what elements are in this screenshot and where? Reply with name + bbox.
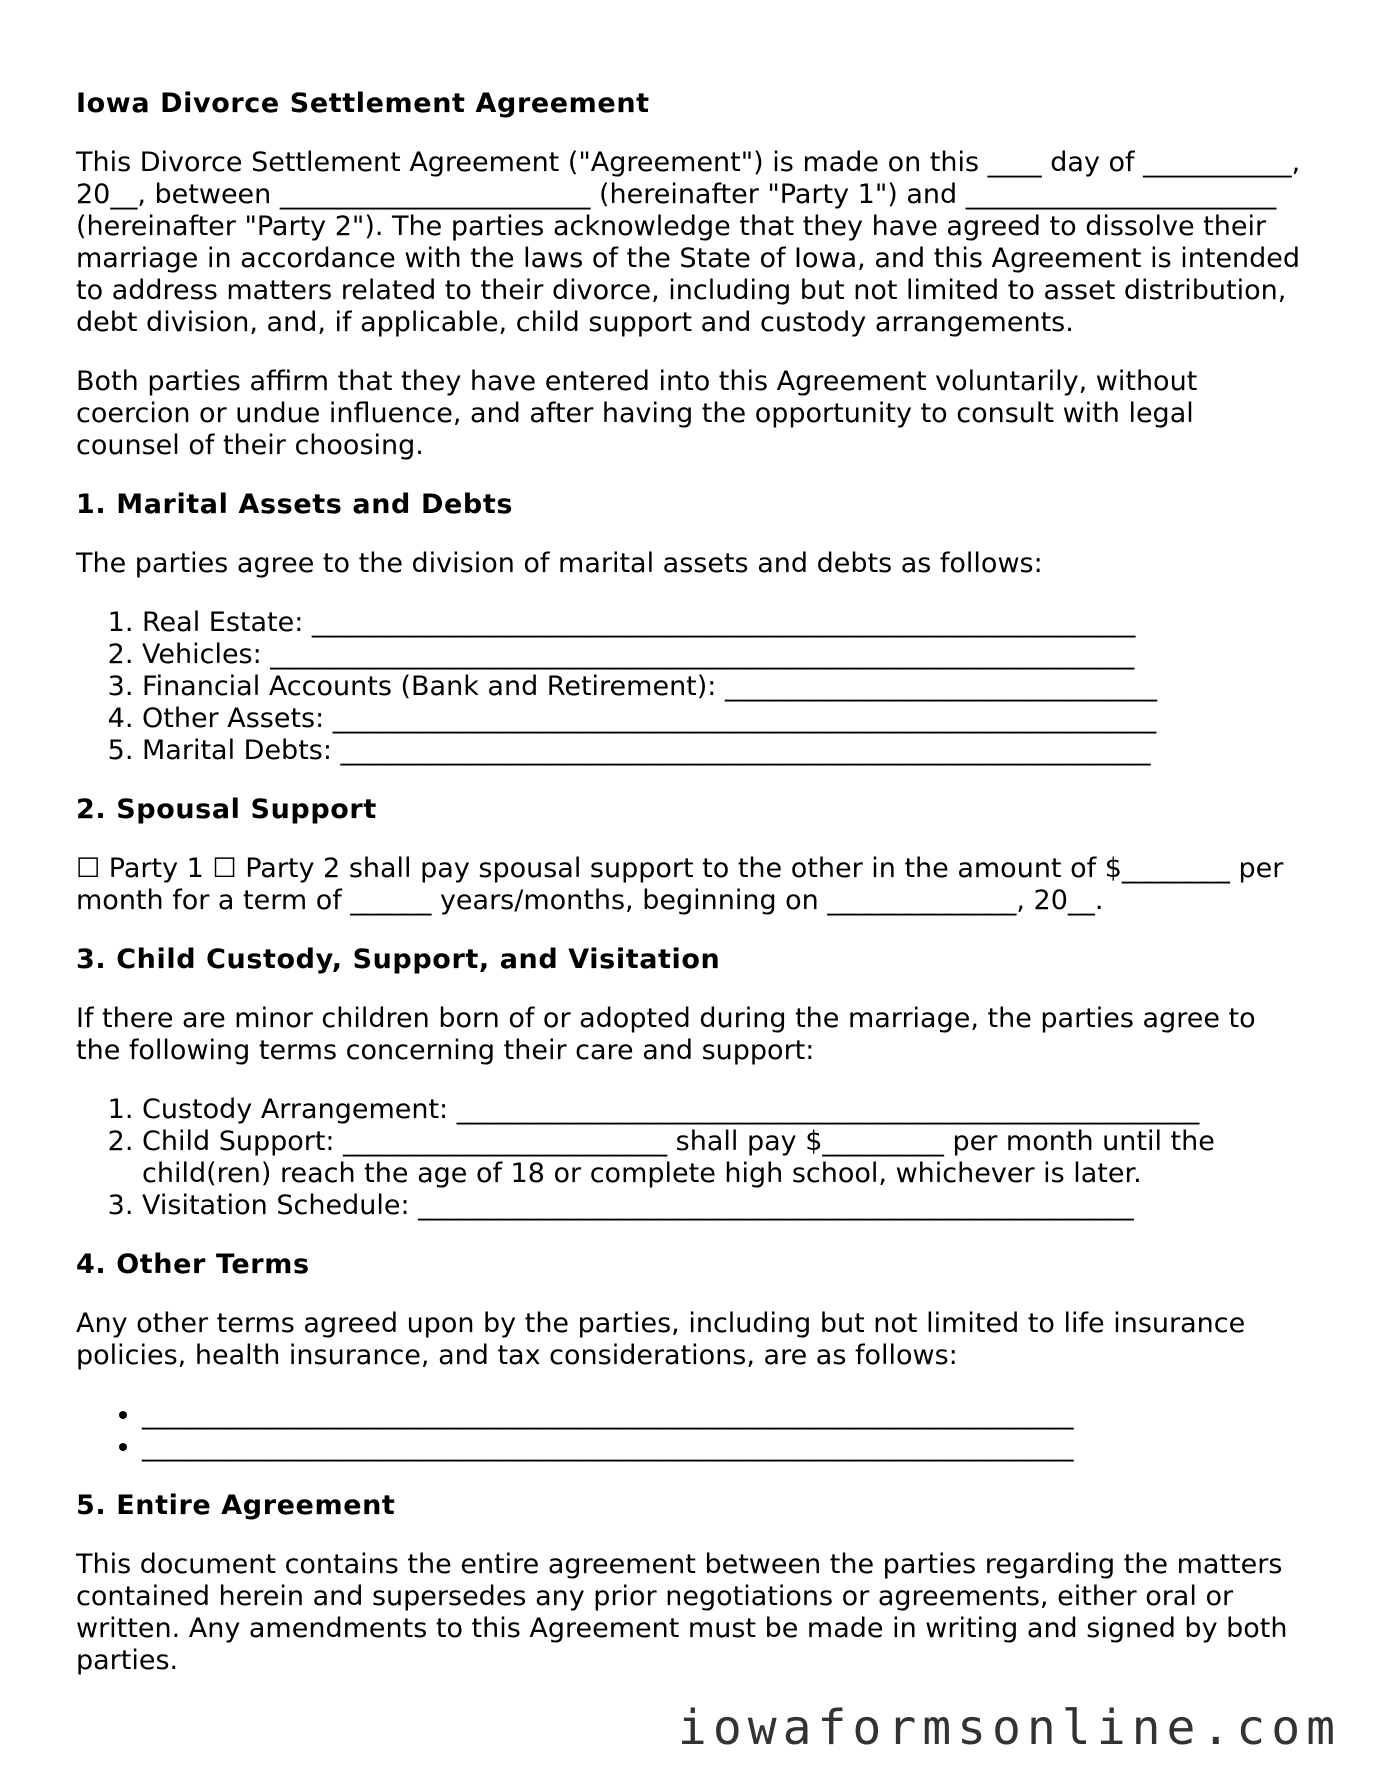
section-1-text: The parties agree to the division of marital assets and debts as follows: [76, 548, 1043, 579]
other-terms-list [76, 1399, 1306, 1463]
list-item: • _____________________________________________________________________ [142, 1431, 1306, 1463]
section-5-text: This document contains the entire agreement between the parties regarding the matters contained herein and supersedes any prior negotiations or agreements, either oral or written. Any amendments to this Agreement must be made in writing and signed by both parties. [76, 1549, 1288, 1676]
section-4-text: Any other terms agreed upon by the parties, including but not limited to life insurance policies, health insurance, and tax considerations, are as follows: [76, 1308, 1246, 1371]
affirm-paragraph: Both parties affirm that they have entered into this Agreement voluntarily, without coercion or undue influence, and after having the opportunity to consult with legal counsel of their choosing. [76, 366, 1198, 461]
section-1-heading: 1. Marital Assets and Debts [76, 489, 514, 520]
section-2-heading: 2. Spousal Support [76, 794, 377, 825]
list-item: 1. Custody Arrangement: _______________________________________________________ [142, 1094, 1306, 1126]
list-item: 3. Visitation Schedule: _____________________________________________________ [142, 1190, 1306, 1222]
watermark: iowaformsonline.com [677, 1700, 1341, 1756]
assets-list [76, 607, 1306, 767]
list-item: 1. Real Estate: _____________________________________________________________ [142, 607, 1306, 639]
intro-paragraph: This Divorce Settlement Agreement ("Agreement") is made on this ____ day of ___________, 20__, between _______________________ (hereinafter "Party 1") and _______________________ (hereinafter "Party 2"). The parties acknowledge that they have agreed to dissolve their marriage in accordance with the laws of the State of Iowa, and this Agreement is intended to address matters related to their divorce, including but not limited to asset distribution, debt division, and, if applicable, child support and custody arrangements. [76, 147, 1301, 338]
list-item: 3. Financial Accounts (Bank and Retirement): ________________________________ [142, 671, 1306, 703]
list-item: • _____________________________________________________________________ [142, 1399, 1306, 1431]
list-item: 5. Marital Debts: ____________________________________________________________ [142, 735, 1306, 767]
list-item: 2. Child Support: ________________________ shall pay $_________ per month until the child(ren) reach the age of 18 or complete high school, whichever is later. [142, 1126, 1306, 1190]
document-body [76, 88, 1306, 1704]
section-2-text: ☐ Party 1 ☐ Party 2 shall pay spousal support to the other in the amount of $________ per month for a term of ______ years/months, beginning on ______________, 20__. [76, 853, 1284, 916]
list-item: 4. Other Assets: _____________________________________________________________ [142, 703, 1306, 735]
section-4-heading: 4. Other Terms [76, 1249, 310, 1280]
list-item: 2. Vehicles: ________________________________________________________________ [142, 639, 1306, 671]
section-5-heading: 5. Entire Agreement [76, 1490, 396, 1521]
section-3-heading: 3. Child Custody, Support, and Visitation [76, 944, 721, 975]
custody-list [76, 1094, 1306, 1222]
section-3-text: If there are minor children born of or adopted during the marriage, the parties agree to the following terms concerning their care and support: [76, 1003, 1256, 1066]
document-title: Iowa Divorce Settlement Agreement [76, 88, 650, 119]
